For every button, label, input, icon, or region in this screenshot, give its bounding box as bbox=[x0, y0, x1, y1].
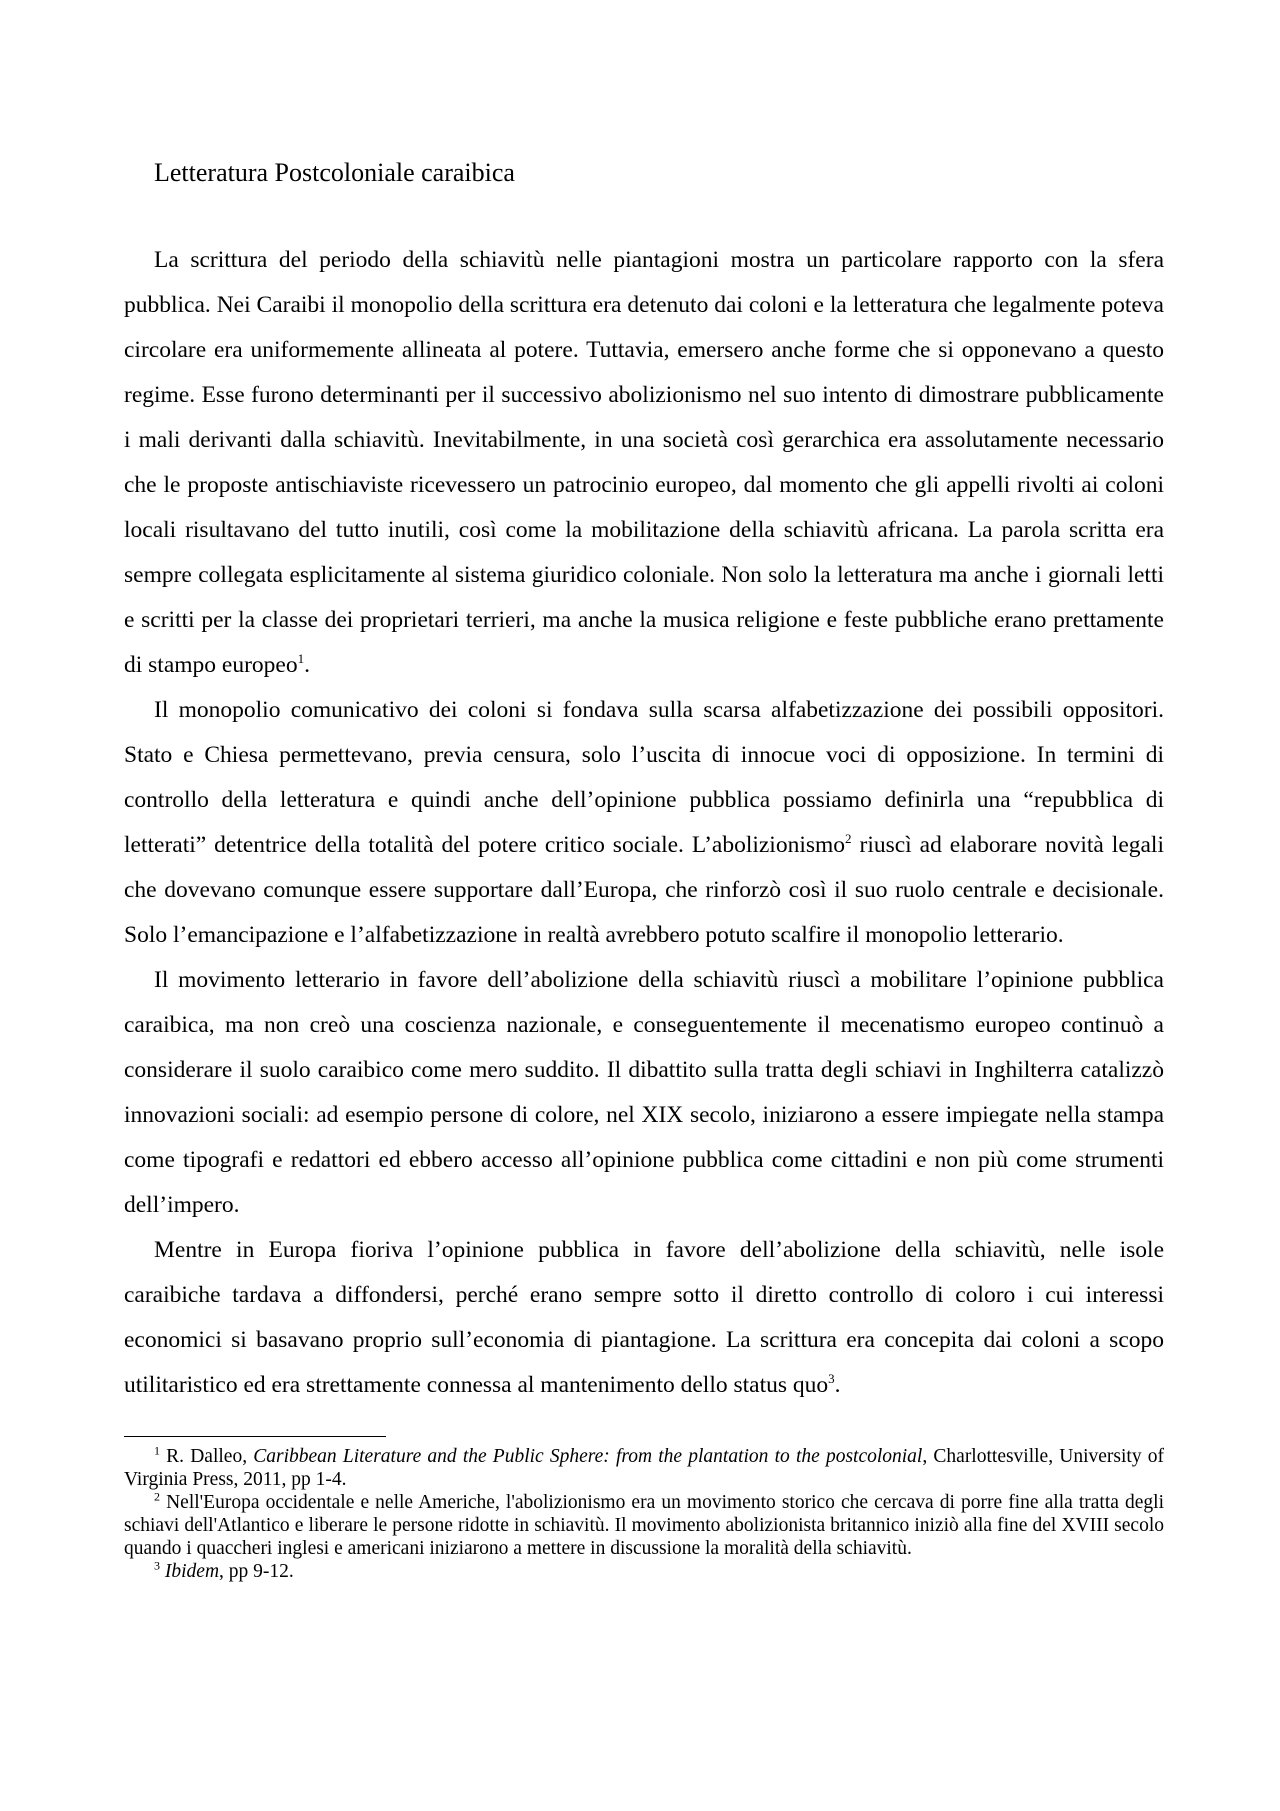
footnote-2 bbox=[124, 1491, 1164, 1560]
footnote-ref-3[interactable]: 3 bbox=[828, 1371, 835, 1387]
paragraph-1 bbox=[124, 238, 1164, 688]
footnote-title: Caribbean Literature and the Public Sphere: from the plantation to the postcolonial bbox=[253, 1446, 923, 1467]
paragraph-end: . bbox=[834, 1372, 841, 1398]
footnote-text: Nell'Europa occidentale e nelle Americhe, l'abolizionismo era un movimento storico che cercava di porre fine alla tratta degli schiavi dell'Atlantico e liberare le persone ridotte in schiavitù. Il movimento abolizionista britannico iniziò alla fine del XVIII secolo quando i quaccheri inglesi e americani iniziarono a mettere in discussione la moralità della schiavitù. bbox=[124, 1492, 1164, 1559]
footnote-3 bbox=[124, 1560, 1164, 1583]
footnote-number: 2 bbox=[154, 1489, 160, 1504]
paragraph-text: La scrittura del periodo della schiavitù nelle piantagioni mostra un particolare rapporto con la sfera pubblica. Nei Caraibi il monopolio della scrittura era detenuto dai coloni e la letteratura che legalmente poteva circolare era uniformemente allineata al potere. Tuttavia, emersero anche forme che si opponevano a questo regime. Esse furono determinanti per il successivo abolizionismo nel suo intento di dimostrare pubblicamente i mali derivanti dalla schiavitù. Inevitabilmente, in una società così gerarchica era assolutamente necessario che le proposte antischiaviste ricevessero un patrocinio europeo, dal momento che gli appelli rivolti ai coloni locali risultavano del tutto inutili, così come la mobilitazione della schiavitù africana. La parola scritta era sempre collegata esplicitamente al sistema giuridico coloniale. Non solo la letteratura ma anche i giornali letti e scritti per la classe dei proprietari terrieri, ma anche la musica religione e feste pubbliche erano prettamente di stampo europeo bbox=[124, 247, 1164, 678]
footnote-text: , Charlottesville, University of Virginia Press, 2011, pp 1-4. bbox=[124, 1446, 1165, 1490]
footnote-ref-1[interactable]: 1 bbox=[297, 651, 305, 667]
paragraph-3 bbox=[124, 958, 1164, 1228]
paragraph-4 bbox=[124, 1228, 1164, 1408]
paragraph-2 bbox=[124, 688, 1164, 958]
footnote-ref-2[interactable]: 2 bbox=[845, 831, 852, 847]
footnote-number: 3 bbox=[154, 1558, 160, 1573]
footnote-text: R. Dalleo, bbox=[160, 1446, 254, 1467]
page-title: Letteratura Postcoloniale caraibica bbox=[154, 158, 515, 187]
footnote-number: 1 bbox=[154, 1443, 160, 1458]
paragraph-text-cont: riuscì ad elaborare novità legali che dovevano comunque essere supportare dall’Europa, che rinforzò così il suo ruolo centrale e decisionale. Solo l’emancipazione e l’alfabetizzazione in realtà avrebbero potuto scalfire il monopolio letterario. bbox=[124, 832, 1164, 948]
paragraph-text: Mentre in Europa fioriva l’opinione pubblica in favore dell’abolizione della schiavitù, nelle isole caraibiche tardava a diffondersi, perché erano sempre sotto il diretto controllo di coloro i cui interessi economici si basavano proprio sull’economia di piantagione. La scrittura era concepita dai coloni a scopo utilitaristico ed era strettamente connessa al mantenimento dello status quo bbox=[124, 1237, 1164, 1398]
paragraph-end: . bbox=[304, 652, 310, 678]
paragraph-text: Il movimento letterario in favore dell’abolizione della schiavitù riuscì a mobilitare l’opinione pubblica caraibica, ma non creò una coscienza nazionale, e conseguentemente il mecenatismo europeo continuò a considerare il suolo caraibico come mero suddito. Il dibattito sulla tratta degli schiavi in Inghilterra catalizzò innovazioni sociali: ad esempio persone di colore, nel XIX secolo, iniziarono a essere impiegate nella stampa come tipografi e redattori ed ebbero accesso all’opinione pubblica come cittadini e non più come strumenti dell’impero. bbox=[124, 967, 1164, 1218]
footnote-1 bbox=[124, 1445, 1164, 1491]
footnote-separator bbox=[124, 1436, 386, 1437]
footnote-title: Ibidem bbox=[164, 1561, 220, 1582]
footnote-text: , pp 9-12. bbox=[219, 1561, 294, 1582]
document-page bbox=[124, 150, 1164, 1583]
paragraph-text: Il monopolio comunicativo dei coloni si fondava sulla scarsa alfabetizzazione dei possibili oppositori. Stato e Chiesa permettevano, previa censura, solo l’uscita di innocue voci di opposizione. In termini di controllo della letteratura e quindi anche dell’opinione pubblica possiamo definirla una “repubblica di letterati” detentrice della totalità del potere critico sociale. L’abolizionismo bbox=[124, 697, 1164, 858]
